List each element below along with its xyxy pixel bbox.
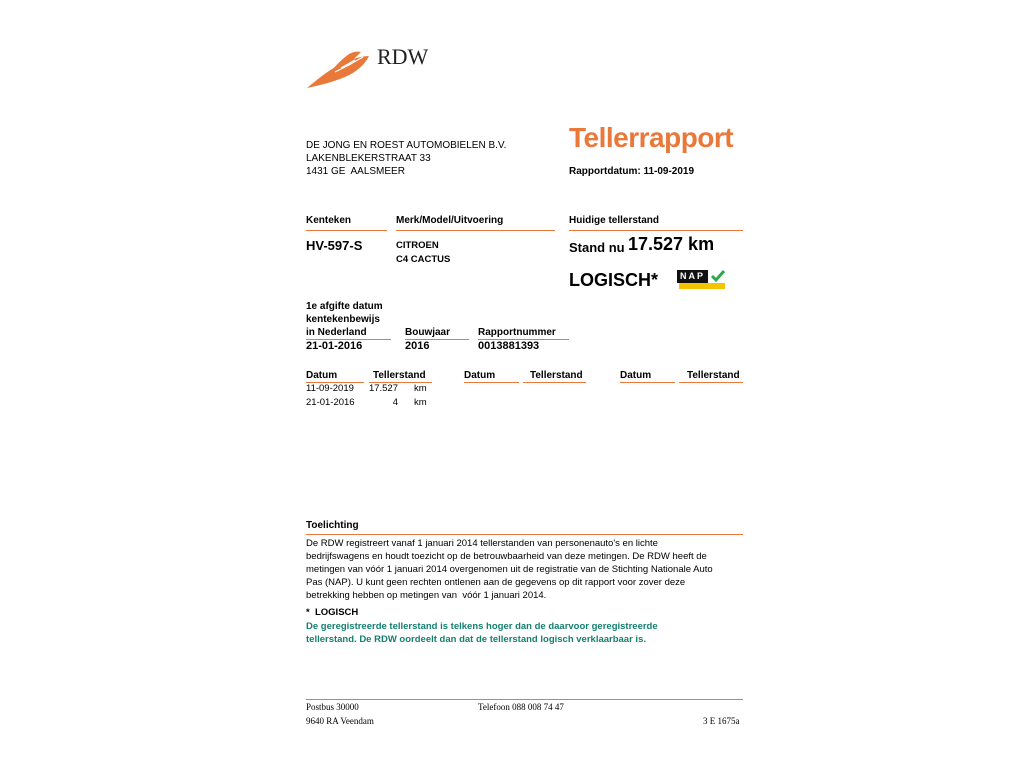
- dealer-street: LAKENBLEKERSTRAAT 33: [306, 153, 431, 164]
- footer-postbus: Postbus 30000: [306, 702, 359, 712]
- bouwjaar-label: Bouwjaar: [405, 327, 451, 338]
- kenteken-underline: [306, 230, 387, 231]
- rapport-value: 0013881393: [478, 340, 540, 352]
- footer-city: 9640 RA Veendam: [306, 716, 374, 726]
- footer-code: 3 E 1675a: [703, 716, 740, 726]
- history-col-tellerstand-3: Tellerstand: [687, 370, 740, 381]
- afgifte-label-line2: kentekenbewijs: [306, 314, 380, 325]
- rdw-leaf-icon: [305, 44, 371, 90]
- teller-underline: [569, 230, 743, 231]
- history-row-datum: 21-01-2016: [306, 397, 355, 408]
- afgifte-value: 21-01-2016: [306, 340, 363, 352]
- history-row-datum: 11-09-2019: [306, 383, 354, 394]
- logisch-line: tellerstand. De RDW oordeelt dan dat de tellerstand logisch verklaarbaar is.: [306, 634, 646, 645]
- history-row-stand: 17.527: [368, 383, 398, 394]
- logisch-heading: * LOGISCH: [306, 607, 359, 618]
- toelichting-heading: Toelichting: [306, 520, 359, 531]
- footer-telefoon: Telefoon 088 008 74 47: [478, 702, 564, 712]
- teller-label: Huidige tellerstand: [569, 215, 660, 226]
- history-col-datum-3-underline: [620, 382, 675, 383]
- bouwjaar-value: 2016: [405, 340, 430, 352]
- history-row-stand: 4: [392, 397, 398, 408]
- report-date: Rapportdatum: 11-09-2019: [569, 166, 695, 177]
- verdict: LOGISCH*: [569, 270, 659, 290]
- toelichting-line: betrekking hebben op metingen van vóór 1 januari 2014.: [306, 590, 547, 601]
- footer-divider: [306, 699, 743, 700]
- toelichting-line: metingen van vóór 1 januari 2014 overgenomen uit de registratie van de Stichting Nationale Auto: [306, 564, 713, 575]
- history-col-datum-3: Datum: [620, 370, 652, 381]
- merk-underline: [396, 230, 555, 231]
- nap-badge: [677, 270, 725, 290]
- history-col-datum-1: Datum: [306, 370, 338, 381]
- nap-check-icon: [710, 268, 726, 284]
- afgifte-label-line3: in Nederland: [306, 327, 367, 338]
- report-title: Tellerrapport: [569, 122, 734, 153]
- toelichting-line: bedrijfswagens en houdt toezicht op de betrouwbaarheid van deze metingen. De RDW heeft de: [306, 551, 707, 562]
- rdw-logo: [305, 44, 445, 90]
- kenteken-value: HV-597-S: [306, 238, 363, 253]
- history-col-tellerstand-1: Tellerstand: [373, 370, 426, 381]
- model-value: C4 CACTUS: [396, 254, 451, 265]
- rapport-label: Rapportnummer: [478, 327, 556, 338]
- rdw-logo-text: RDW: [377, 44, 429, 69]
- toelichting-underline: [306, 534, 743, 535]
- toelichting-line: Pas (NAP). U kunt geen rechten ontlenen aan de gegevens op dit rapport voor zover deze: [306, 577, 686, 588]
- toelichting-line: De RDW registreert vanaf 1 januari 2014 tellerstanden van personenauto's en lichte: [306, 538, 658, 549]
- history-col-tellerstand-3-underline: [679, 382, 743, 383]
- stand-value: 17.527 km: [628, 234, 715, 254]
- logisch-line: De geregistreerde tellerstand is telkens hoger dan de daarvoor geregistreerde: [306, 621, 658, 632]
- history-col-datum-2: Datum: [464, 370, 496, 381]
- merk-value: CITROEN: [396, 240, 439, 251]
- merk-label: Merk/Model/Uitvoering: [396, 215, 504, 226]
- afgifte-label-line1: 1e afgifte datum: [306, 301, 383, 312]
- nap-label: NAP: [677, 270, 708, 283]
- stand-prefix: Stand nu: [569, 240, 625, 255]
- history-row-unit: km: [414, 383, 427, 394]
- history-col-tellerstand-2-underline: [523, 382, 586, 383]
- history-row-unit: km: [414, 397, 427, 408]
- history-col-tellerstand-2: Tellerstand: [530, 370, 583, 381]
- dealer-name: DE JONG EN ROEST AUTOMOBIELEN B.V.: [306, 140, 507, 151]
- history-col-datum-2-underline: [464, 382, 519, 383]
- dealer-city: 1431 GE AALSMEER: [306, 166, 405, 177]
- kenteken-label: Kenteken: [306, 215, 352, 226]
